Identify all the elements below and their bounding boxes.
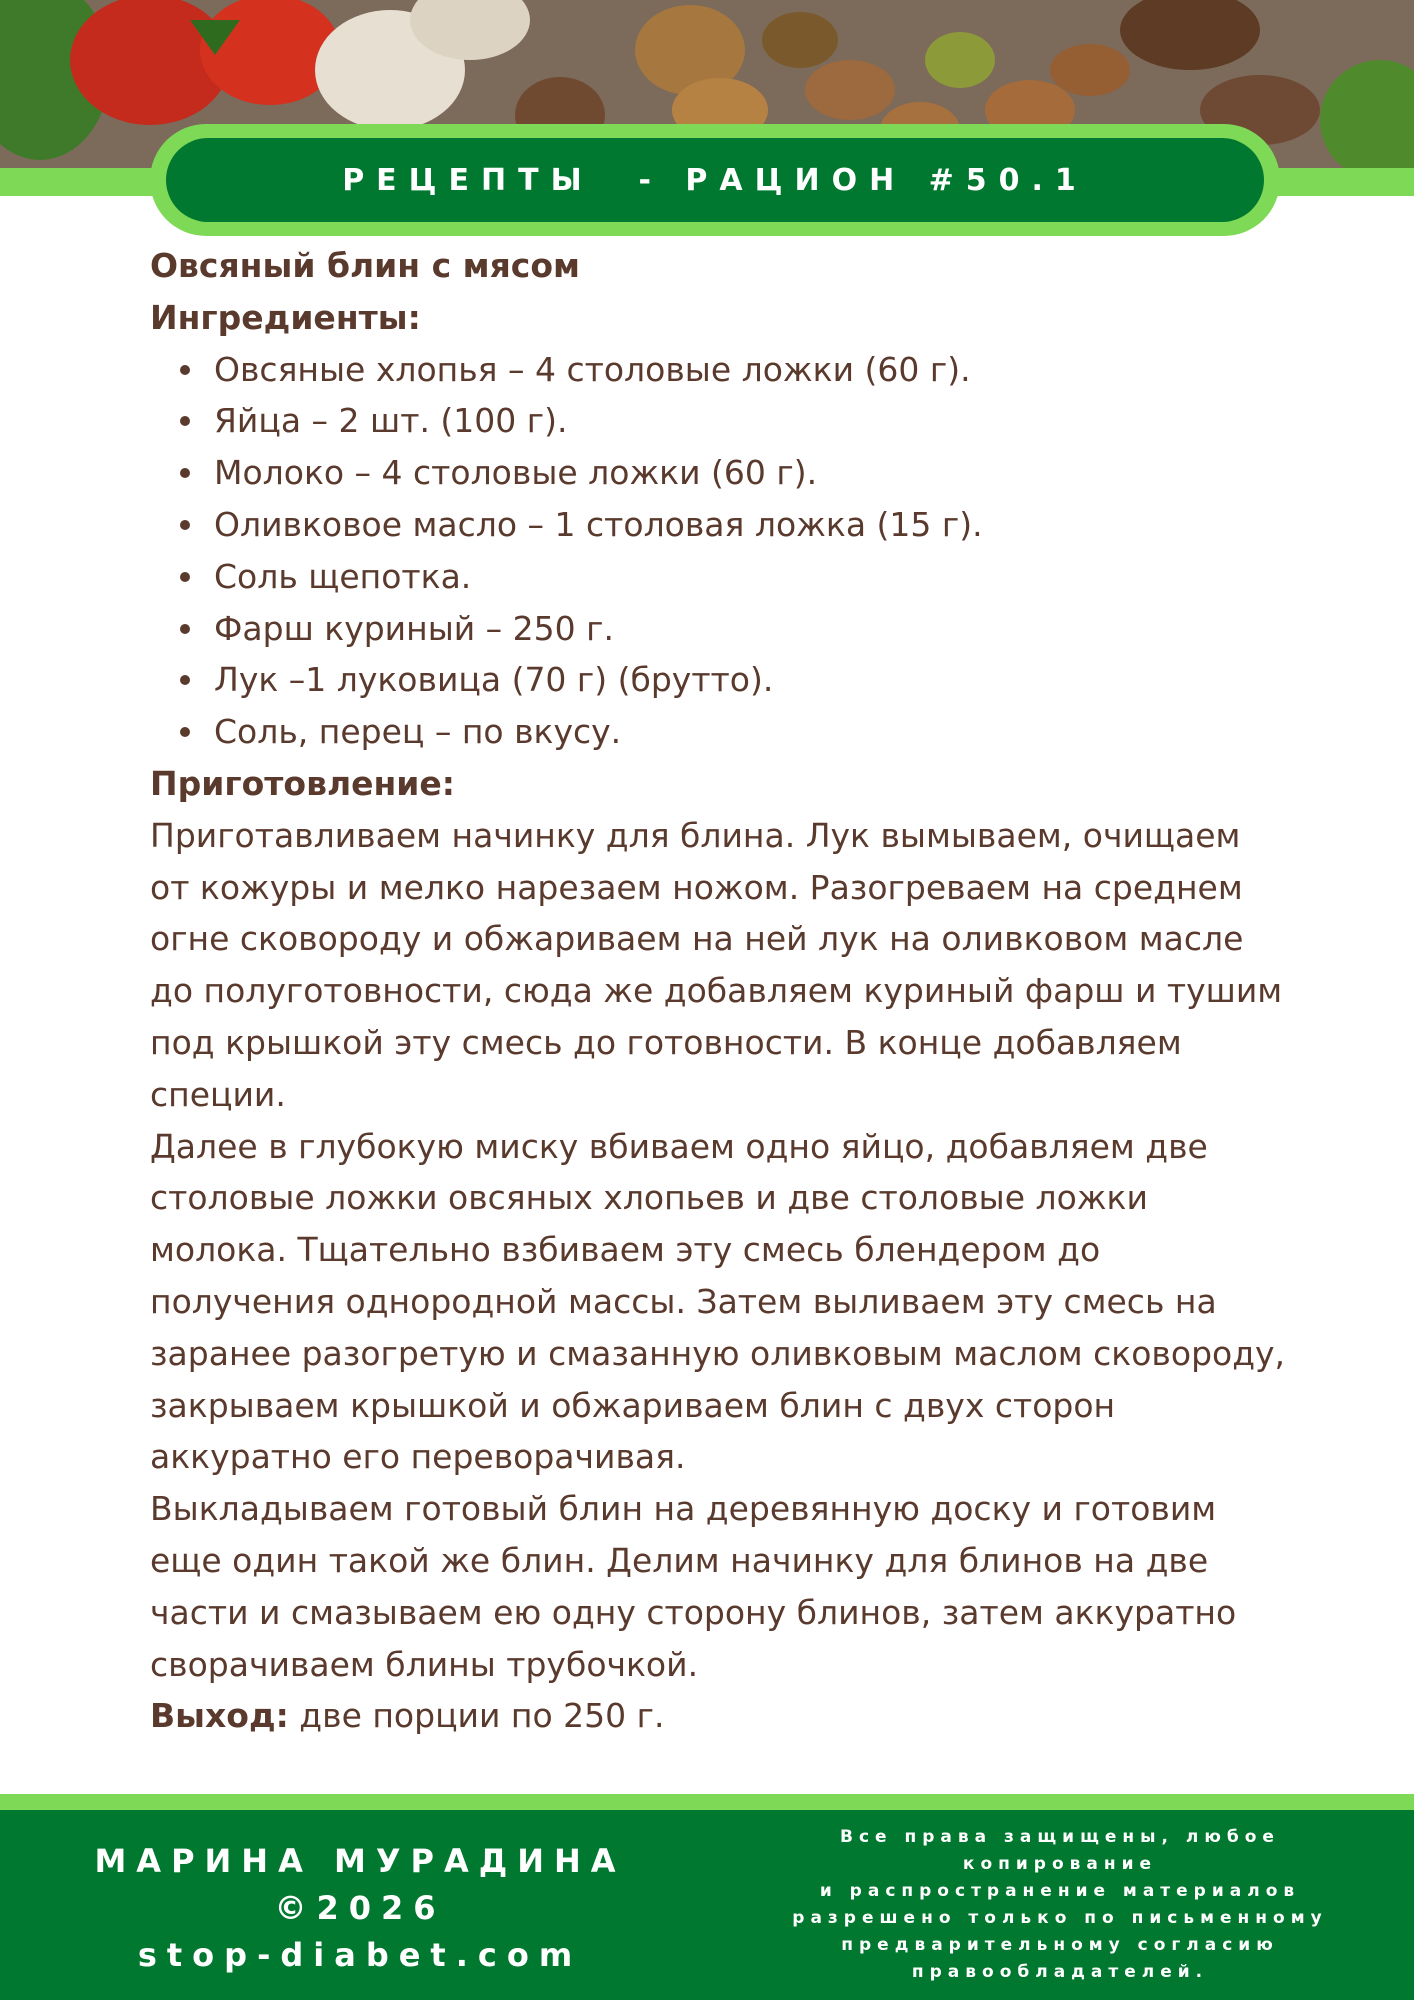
list-item: Молоко – 4 столовые ложки (60 г). xyxy=(214,447,1290,499)
bullet-icon xyxy=(180,727,190,737)
rights-notice: Все права защищены, любое копирование и распространение материалов разрешено только по письменному предварительному согласию правообладателей. xyxy=(792,1827,1328,1982)
list-item: Овсяные хлопья – 4 столовые ложки (60 г). xyxy=(214,344,1290,396)
list-item: Соль, перец – по вкусу. xyxy=(214,706,1290,758)
list-item: Фарш куриный – 250 г. xyxy=(214,603,1290,655)
list-item: Яйца – 2 шт. (100 г). xyxy=(214,395,1290,447)
ingredients-list xyxy=(150,344,1290,758)
yield-value: две порции по 250 г. xyxy=(288,1696,665,1736)
preparation-heading: Приготовление: xyxy=(150,763,456,803)
bullet-icon xyxy=(180,365,190,375)
footer xyxy=(0,1810,1414,2000)
bullet-icon xyxy=(180,520,190,530)
yield-label: Выход: xyxy=(150,1696,289,1736)
preparation-paragraph: Приготавливаем начинку для блина. Лук вымываем, очищаем от кожуры и мелко нарезаем ножом. Разогреваем на среднем огне сковороду и обжариваем на ней лук на оливковом масле до полуготовности, сюда же добавляем куриный фарш и тушим под крышкой эту смесь до готовности. В конце добавляем специи. xyxy=(150,815,1283,1114)
bullet-icon xyxy=(180,624,190,634)
site-link[interactable]: stop-diabet.com xyxy=(137,1936,583,1974)
yield-line xyxy=(150,1690,1290,1742)
page-title: РЕЦЕПТЫ - РАЦИОН #50.1 xyxy=(342,162,1088,198)
list-item: Соль щепотка. xyxy=(214,551,1290,603)
bullet-icon xyxy=(180,572,190,582)
author-name: МАРИНА МУРАДИНА xyxy=(94,1842,626,1880)
copyright-year: ©2026 xyxy=(274,1889,446,1927)
preparation-paragraph: Выкладываем готовый блин на деревянную доску и готовим еще один такой же блин. Делим начинку для блинов на две части и смазываем ею одну сторону блинов, затем аккуратно сворачиваем блины трубочкой. xyxy=(150,1489,1237,1684)
recipe-title: Овсяный блин с мясом xyxy=(150,246,580,285)
list-item: Лук –1 луковица (70 г) (брутто). xyxy=(214,654,1290,706)
footer-green-strip xyxy=(0,1794,1414,1810)
bullet-icon xyxy=(180,468,190,478)
preparation-paragraph: Далее в глубокую миску вбиваем одно яйцо, добавляем две столовые ложки овсяных хлопьев и две столовые ложки молока. Тщательно взбиваем эту смесь блендером до получения однородной массы. Затем выливаем эту смесь на заранее разогретую и смазанную оливковым маслом сковороду, закрываем крышкой и обжариваем блин с двух сторон аккуратно его переворачивая. xyxy=(150,1126,1286,1477)
ingredients-heading: Ингредиенты: xyxy=(150,297,421,337)
bullet-icon xyxy=(180,416,190,426)
bullet-icon xyxy=(180,675,190,685)
title-banner xyxy=(166,138,1264,222)
footer-author-block xyxy=(40,1838,680,1979)
list-item: Оливковое масло – 1 столовая ложка (15 г). xyxy=(214,499,1290,551)
recipe-content xyxy=(150,240,1290,1742)
